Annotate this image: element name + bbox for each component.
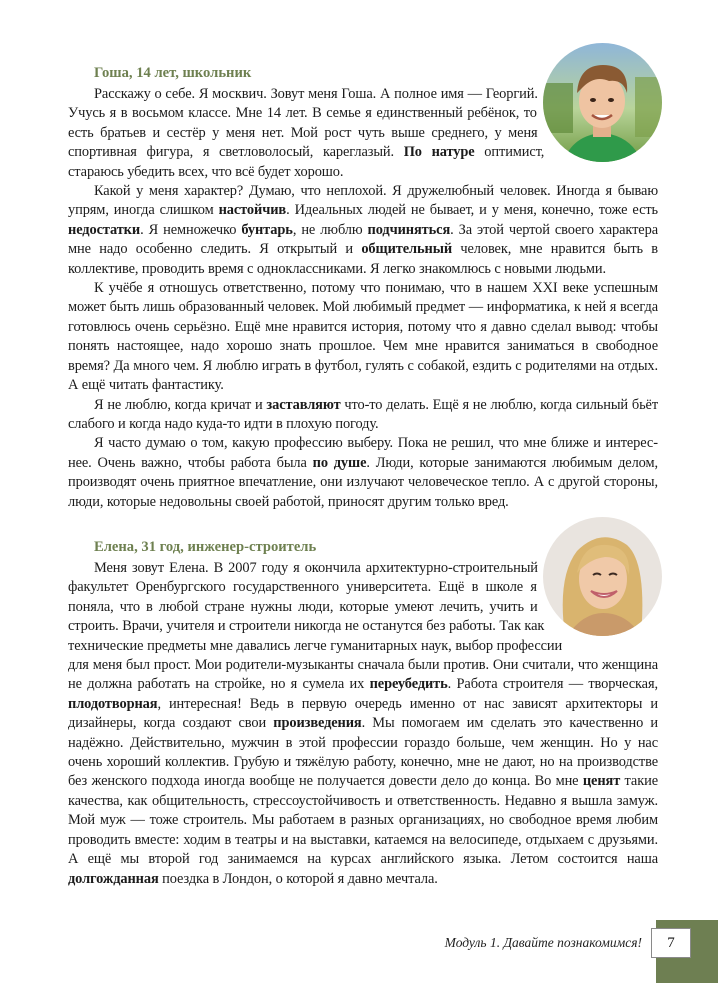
profile-elena	[68, 538, 658, 889]
text-run: Расскажу о себе. Я москвич. Зовут меня Гоша. А полное имя — Георгий. Учусь я в восьмом классе. Мне 14 лет. В семье я единственный ребёнок, то есть братьев и сестёр у меня нет. Мой рост чуть выше среднего, у меня спортивная фигура, я светловолосый, кареглазый.	[68, 86, 538, 161]
bold-term: заставляют	[266, 396, 341, 413]
paragraph	[68, 434, 658, 512]
paragraph	[68, 182, 658, 279]
text-run: человек, мне нравится быть в коллективе, проводить время с одноклассниками. Я легко знакомлюсь с новыми людьми.	[68, 241, 658, 277]
woman-portrait-image	[543, 517, 662, 636]
bold-term: подчиняться	[367, 221, 451, 238]
gosha-photo	[543, 43, 662, 162]
text-run: что-то делать. Ещё я не люблю, когда сильный бьёт слабого и когда надо куда-то идти в плохую погоду.	[68, 396, 659, 432]
module-title: Модуль 1. Давайте познакомимся!	[444, 935, 642, 950]
profile-heading: Гоша, 14 лет, школьник	[94, 65, 252, 81]
bold-term: По натуре	[403, 144, 475, 161]
text-run: . Идеальных людей не бывает, и у меня, конечно, тоже есть	[286, 202, 659, 219]
text-run: Какой у меня характер? Думаю, что неплохой. Я дружелюбный человек. Иногда я бываю упрям, иногда слишком	[68, 183, 658, 219]
bold-term: по душе	[312, 454, 367, 471]
bold-term: ценят	[582, 773, 621, 790]
text-run: такие качества, как общительность, стрессоустойчивость и ответственность. Недавно я вышла замуж. Мой муж — тоже строитель. Мы работаем в разных организациях, но свободное время любим проводить вместе: ходим в театры и на выставки, катаемся на велосипеде, отдыхаем с друзьями. А ещё мы второй год занимаемся на курсах английского языка. Летом состоится наша	[68, 773, 658, 868]
text-run: К учёбе я отношусь ответственно, потому что понимаю, что в нашем XXI веке успешным может быть лишь образованный человек. Мой любимый предмет — информатика, к ней я всегда готовлюсь очень серьёзно. Ещё мне нравится история, потому что я давно сделал вывод: чтобы понять настоящее, надо хорошо знать прошлое. Чем мне нравится заниматься в свободное время? Да много чем. Я люблю играть в футбол, гулять с собакой, ездить с родителями на отдых. А ещё читать фантастику.	[68, 280, 658, 394]
bold-term: произведения	[273, 715, 362, 732]
text-run: оптимист, стараюсь убедить всех, что всё будет хорошо.	[68, 144, 545, 180]
bold-term: недостатки	[68, 221, 141, 238]
elena-photo	[543, 517, 662, 636]
bold-term: настойчив	[218, 202, 287, 219]
text-run: . Мы помогаем им сделать это качественно и надёжно. Действительно, мужчин в этой профессии гораздо больше, чем женщин. Но у нас очень хороший коллектив. Грубую и тяжёлую работу, конечно, мне не дают, но на производстве без женского подхода иногда вообще не получается довести дело до конца. Во мне	[68, 715, 658, 790]
text-run: . Работа строителя — творческая,	[447, 676, 658, 693]
bold-term: долгожданная	[68, 870, 159, 887]
profile-gosha	[68, 64, 658, 512]
text-run: . Я немножечко	[140, 221, 242, 238]
text-run: , не люблю	[292, 221, 368, 238]
text-run: Я не люблю, когда кричат и	[94, 396, 267, 413]
paragraph	[68, 279, 658, 395]
text-run: Меня зовут Елена. В 2007 году я окончила архитектурно-строительный факультет Оренбургского государственного университета. Ещё в школе я поняла, что в любой стране нужны люди, которые умеют лечить, учить и строить. Врачи, учителя и строители никогда не останутся без работы. Так как технические предметы мне давались легче гуманитарных наук, выбор профессии для меня был прост. Мои родители-музыканты сначала были против. Они считали, что женщина не должна работать на стройке, но я сумела их	[68, 560, 658, 693]
text-run: поездка в Лондон, о которой я давно мечтала.	[158, 870, 438, 887]
text-run: , интересная! Ведь в первую очередь именно от нас зависят архитекторы и дизайнеры, когда создают свои	[68, 695, 658, 732]
text-run: Я часто думаю о том, какую профессию выберу. Пока не решил, что мне ближе и интереснее. Очень важно, чтобы работа была	[68, 435, 658, 471]
text-run: . Люди, которые занимаются любимым делом, производят очень приятное впечатление, они излучают человеческое тепло. А с другой стороны, люди, которые недовольны своей работой, приносят другим только вред.	[68, 454, 658, 510]
bold-term: общительный	[361, 241, 453, 258]
text-run: . За этой чертой своего характера мне надо особенно следить. Я открытый и	[68, 221, 658, 258]
page-number: 7	[651, 928, 691, 958]
bold-term: бунтарь	[241, 221, 293, 238]
profile-heading: Елена, 31 год, инженер-строитель	[94, 539, 317, 555]
paragraph	[68, 396, 658, 435]
boy-portrait-image	[543, 43, 662, 162]
bold-term: плодотворная	[68, 695, 158, 712]
bold-term: переубедить	[369, 676, 448, 693]
